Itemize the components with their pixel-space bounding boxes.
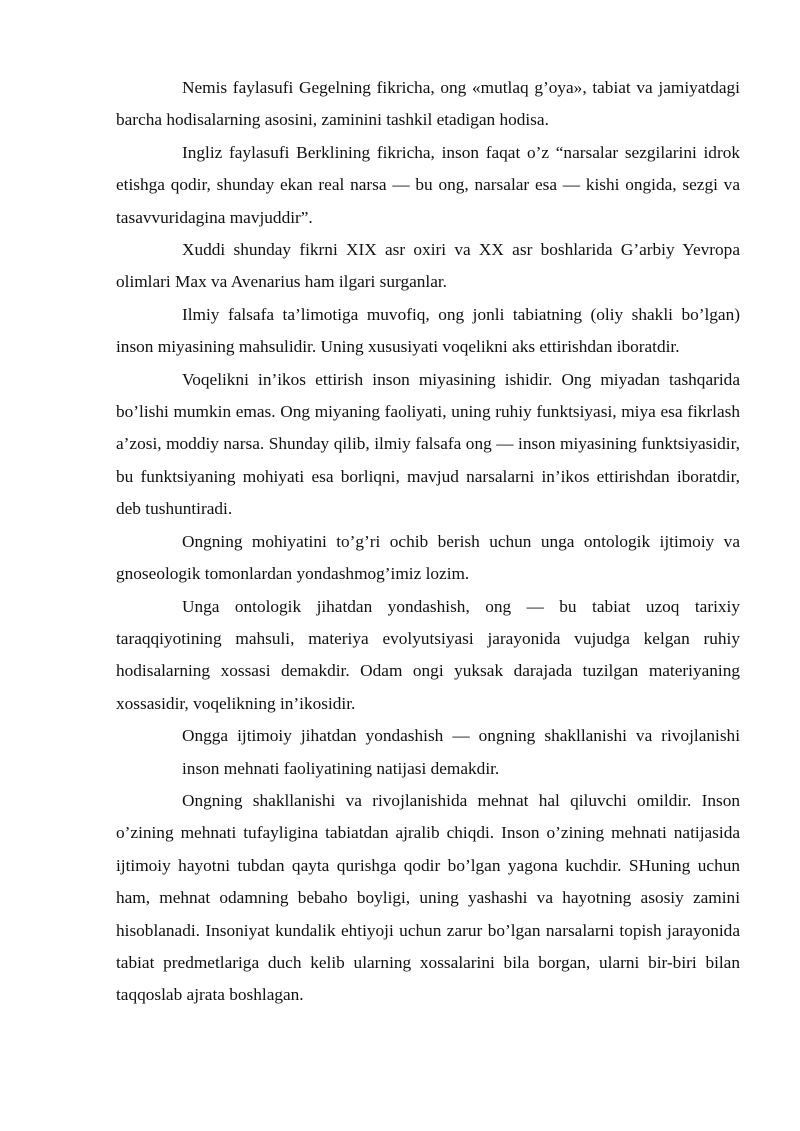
paragraph-reflection: Voqelikni in’ikos ettirish inson miyasining ishidir. Ong miyadan tashqarida bo’lishi mumkin emas. Ong miyaning faoliyati, uning ruhiy funktsiyasi, miya esa fikrlash a’zosi, moddiy narsa. Shunday qilib, ilmiy falsafa ong — inson miyasining funktsiyasidir, bu funktsiyaning mohiyati esa borliqni, mavjud narsalarni in’ikos ettirishdan iboratdir, deb tushuntiradi. (116, 369, 740, 519)
paragraph-social: Ongga ijtimoiy jihatdan yondashish — ongning shakllanishi va rivojlanishi inson mehnati faoliyatining natijasi demakdir. (182, 726, 740, 778)
paragraph-berkeley: Ingliz faylasufi Berklining fikricha, inson faqat o’z “narsalar sezgilarini idrok etishga qodir, shunday ekan real narsa — bu ong, narsalar esa — kishi ongida, sezgi va tasavvuridagina mavjuddir”. (116, 142, 740, 227)
paragraph-mach-avenarius: Xuddi shunday fikrni XIX asr oxiri va XX asr boshlarida G’arbiy Yevropa olimlari Max va Avenarius ham ilgari surganlar. (116, 240, 740, 292)
paragraph-ontological: Unga ontologik jihatdan yondashish, ong — bu tabiat uzoq tarixiy taraqqiyotining mahsuli, materiya evolyutsiyasi jarayonida vujudga kelgan ruhiy hodisalarning xossasi demakdir. Odam ongi yuksak darajada tuzilgan materiyaning xossasidir, voqelikning in’ikosidir. (116, 596, 740, 713)
paragraph-scientific-philosophy: Ilmiy falsafa ta’limotiga muvofiq, ong jonli tabiatning (oliy shakli bo’lgan) inson miyasining mahsulidir. Uning xususiyati voqelikni aks ettirishdan iboratdir. (116, 304, 740, 357)
document-page (116, 72, 740, 1012)
paragraph-labor: Ongning shakllanishi va rivojlanishida mehnat hal qiluvchi omildir. Inson o’zining mehnati tufayligina tabiatdan ajralib chiqdi. Inson o’zining mehnati natijasida ijtimoiy hayotni tubdan qayta qurishga qodir bo’lgan yagona kuchdir. SHuning uchun ham, mehnat odamning bebaho boyligi, uning yashashi va hayotning asosiy zamini hisoblanadi. Insoniyat kundalik ehtiyoji uchun zarur bo’lgan narsalarni topish jarayonida tabiat predmetlariga duch kelib ularning xossalarini bila borgan, ularni bir-biri bilan taqqoslab ajrata boshlagan. (116, 790, 740, 1005)
paragraph-essence: Ongning mohiyatini to’g’ri ochib berish uchun unga ontologik ijtimoiy va gnoseologik tomonlardan yondashmog’imiz lozim. (116, 531, 740, 584)
paragraph-hegel: Nemis faylasufi Gegelning fikricha, ong «mutlaq g’oya», tabiat va jamiyatdagi barcha hodisalarning asosini, zaminini tashkil etadigan hodisa. (116, 78, 740, 130)
